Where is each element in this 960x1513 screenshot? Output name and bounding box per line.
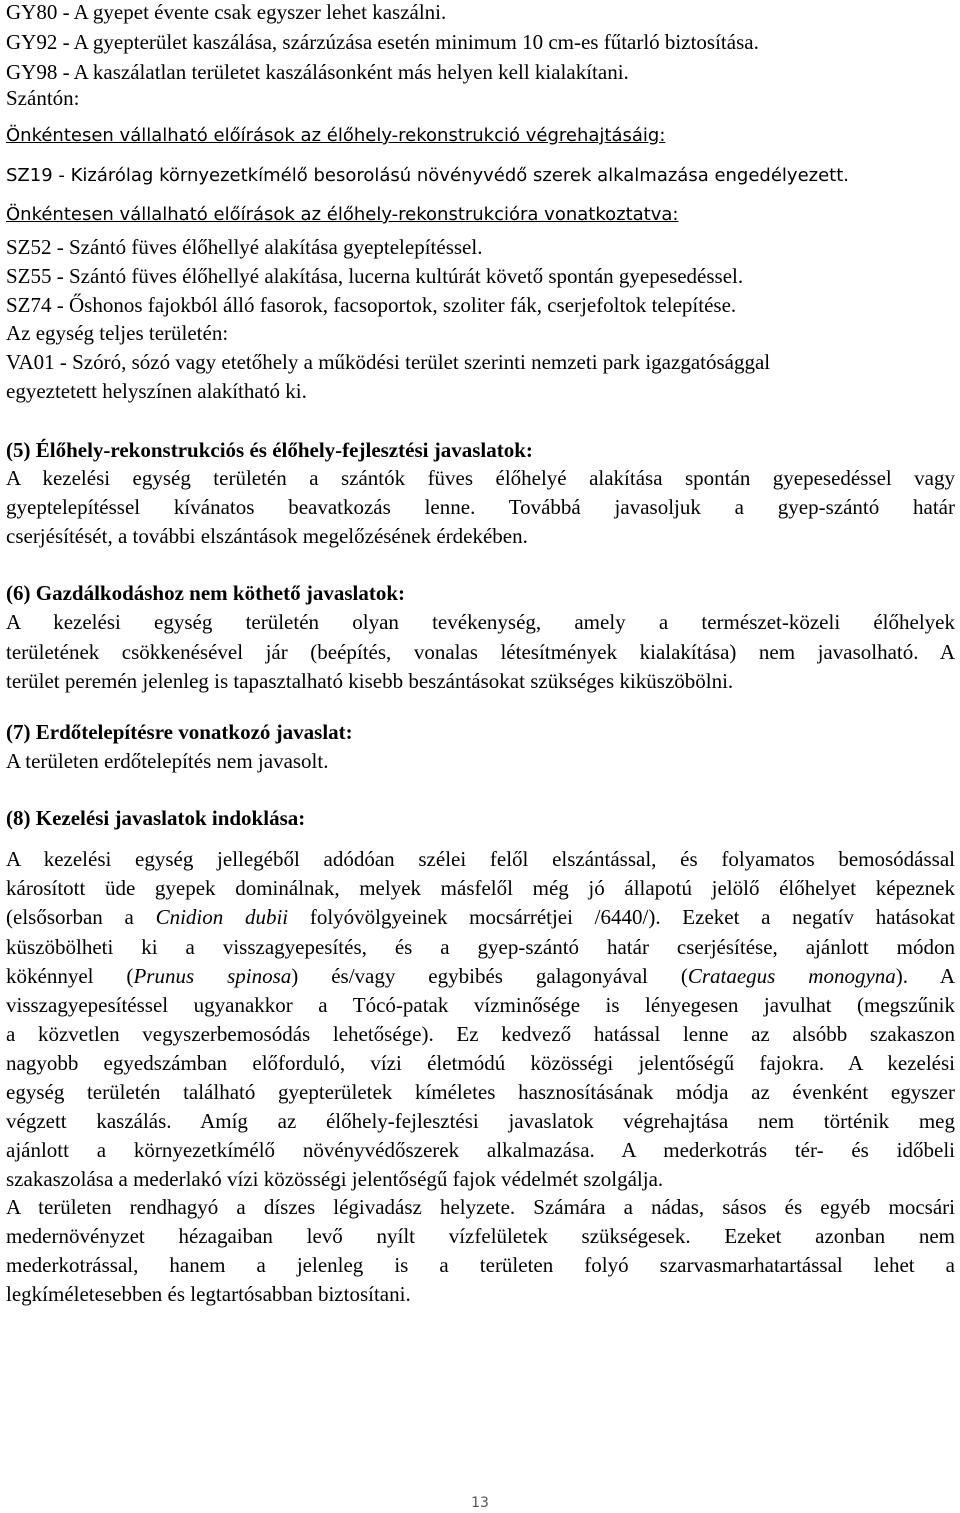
species-crataegus-monogyna: Crataegus monogyna (687, 964, 896, 988)
rule-va01: VA01 - Szóró, sózó vagy etetőhely a működési terület szerinti nemzeti park igazgatósággal (6, 350, 771, 374)
heading-8: (8) Kezelési javaslatok indoklása: (6, 806, 306, 830)
heading-7: (7) Erdőtelepítésre vonatkozó javaslat: (6, 720, 353, 744)
rule-gy92: GY92 - A gyepterület kaszálása, szárzúzása esetén minimum 10 cm-es fűtarló biztosítása. (6, 30, 759, 54)
para-8-line-9: egység területén található gyepterületek kíméletes hasznosításának módja az évenként egyszer (6, 1080, 955, 1104)
para-8-line-2: károsított üde gyepek dominálnak, melyek másfelől még jó állapotú jelölő élőhelyet képeznek (6, 876, 955, 900)
para-6-line-2: területének csökkenésével jár (beépítés, vonalas létesítmények kialakítása) nem javasolható. A (6, 640, 955, 664)
rule-gy98: GY98 - A kaszálatlan területet kaszálásonként más helyen kell kialakítani. (6, 60, 629, 84)
para-5-line-3: cserjésítését, a további elszántások megelőzésének érdekében. (6, 524, 528, 548)
rule-va01-cont: egyeztetett helyszínen alakítható ki. (6, 379, 307, 403)
para-8-line-10: végzett kaszálás. Amíg az élőhely-fejlesztési javaslatok végrehajtása nem történik meg (6, 1109, 955, 1133)
para-6-line-3: terület peremén jelenleg is tapasztalható kisebb beszántásokat szükséges kiküszöbölni. (6, 669, 734, 693)
page-number: 13 (471, 1495, 489, 1511)
voluntary-heading-2: Önkéntesen vállalható előírások az élőhely-rekonstrukcióra vonatkoztatva: (6, 204, 679, 225)
voluntary-heading-1: Önkéntesen vállalható előírások az élőhely-rekonstrukció végrehajtásáig: (6, 125, 666, 146)
heading-5: (5) Élőhely-rekonstrukciós és élőhely-fejlesztési javaslatok: (6, 438, 533, 462)
para-8-line-6: visszagyepesítéssel ugyanakkor a Tócó-patak vízminősége is lényegesen javulhat (megszűnik (6, 993, 955, 1017)
rule-sz74: SZ74 - Őshonos fajokból álló fasorok, facsoportok, szoliter fák, cserjefoltok telepítése. (6, 293, 737, 317)
section-label-szanton: Szántón: (6, 86, 80, 110)
rule-sz55: SZ55 - Szántó füves élőhellyé alakítása, lucerna kultúrát követő spontán gyepesedéssel. (6, 264, 744, 288)
section-label-whole-area: Az egység teljes területén: (6, 321, 229, 345)
para-8-line-4: küszöbölheti ki a visszagyepesítés, és a gyep-szántó határ cserjésítése, ajánlott módon (6, 935, 955, 959)
text-run: ) és/vagy egybibés galagonyával ( (291, 964, 688, 988)
para-9-line-1: A területen rendhagyó a díszes légivadász helyzete. Számára a nádas, sásos és egyéb mocsári (6, 1195, 955, 1219)
para-8-line-3 (6, 907, 955, 928)
text-run: (elsősorban a (6, 905, 156, 929)
heading-6: (6) Gazdálkodáshoz nem köthető javaslatok: (6, 581, 406, 605)
para-5-line-2: gyeptelepítéssel kívánatos beavatkozás lenne. Továbbá javasoljuk a gyep-szántó határ (6, 495, 955, 519)
para-8-line-11: ajánlott a környezetkímélő növényvédőszerek alkalmazása. A mederkotrás tér- és időbeli (6, 1138, 955, 1162)
para-9-line-3: mederkotrással, hanem a jelenleg is a területen folyó szarvasmarhatartással lehet a (6, 1253, 955, 1277)
rule-sz19: SZ19 - Kizárólag környezetkímélő besorolású növényvédő szerek alkalmazása engedélyezett. (6, 165, 850, 186)
para-8-line-1: A kezelési egység jellegéből adódóan szélei felől elszántással, és folyamatos bemosódással (6, 847, 955, 871)
rule-gy80: GY80 - A gyepet évente csak egyszer lehet kaszálni. (6, 0, 447, 24)
para-9-line-4: legkíméletesebben és legtartósabban biztosítani. (6, 1282, 411, 1306)
para-8-line-7: a közvetlen vegyszerbemosódás lehetősége). Ez kedvező hatással lenne az alsóbb szakaszon (6, 1022, 955, 1046)
text-run: kökénnyel ( (6, 964, 134, 988)
text-run: folyóvölgyeinek mocsárrétjei /6440/). Ezeket a negatív hatásokat (288, 905, 955, 929)
para-8-line-12: szakaszolása a mederlakó vízi közösségi jelentőségű fajok védelmét szolgálja. (6, 1167, 664, 1191)
species-prunus-spinosa: Prunus spinosa (133, 964, 292, 988)
rule-sz52: SZ52 - Szántó füves élőhellyé alakítása gyeptelepítéssel. (6, 235, 483, 259)
para-9-line-2: medernövényzet hézagaiban levő nyílt vízfelületek szükségesek. Ezeket azonban nem (6, 1224, 955, 1248)
species-cnidion-dubii: Cnidion dubii (155, 905, 289, 929)
para-6-line-1: A kezelési egység területén olyan tevékenység, amely a természet-közeli élőhelyek (6, 610, 955, 634)
text-run: ). A (895, 964, 955, 988)
para-5-line-1: A kezelési egység területén a szántók füves élőhelyé alakítása spontán gyepesedéssel vagy (6, 466, 955, 490)
para-7-line-1: A területen erdőtelepítés nem javasolt. (6, 749, 329, 773)
para-8-line-5 (6, 966, 955, 987)
para-8-line-8: nagyobb egyedszámban előforduló, vízi életmódú közösségi jelentőségű fajokra. A kezelési (6, 1051, 955, 1075)
